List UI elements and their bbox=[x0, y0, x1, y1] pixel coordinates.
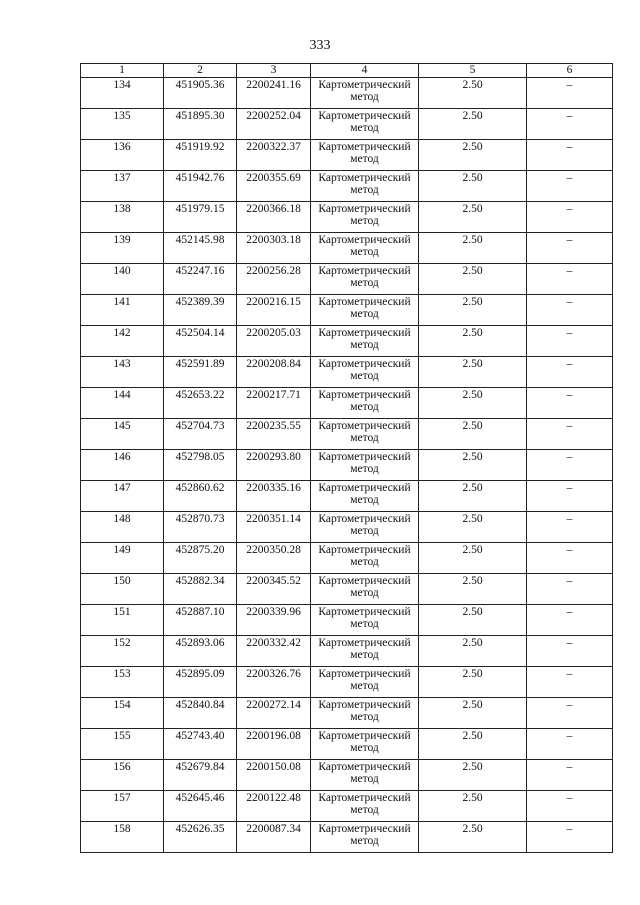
accuracy-cell: 2.50 bbox=[419, 667, 527, 698]
method-cell: Картометрический метод bbox=[311, 543, 419, 574]
x-coordinate-cell: 452679.84 bbox=[164, 760, 237, 791]
x-coordinate-cell: 452247.16 bbox=[164, 264, 237, 295]
table-row bbox=[81, 233, 613, 264]
y-coordinate-cell: 2200122.48 bbox=[237, 791, 311, 822]
table-row bbox=[81, 326, 613, 357]
description-cell: – bbox=[527, 822, 613, 853]
point-number-cell: 146 bbox=[81, 450, 164, 481]
table-row bbox=[81, 419, 613, 450]
point-number-cell: 136 bbox=[81, 140, 164, 171]
y-coordinate-cell: 2200326.76 bbox=[237, 667, 311, 698]
accuracy-cell: 2.50 bbox=[419, 481, 527, 512]
accuracy-cell: 2.50 bbox=[419, 450, 527, 481]
table-row bbox=[81, 202, 613, 233]
method-cell: Картометрический метод bbox=[311, 202, 419, 233]
table-row bbox=[81, 512, 613, 543]
y-coordinate-cell: 2200355.69 bbox=[237, 171, 311, 202]
description-cell: – bbox=[527, 295, 613, 326]
description-cell: – bbox=[527, 791, 613, 822]
method-cell: Картометрический метод bbox=[311, 140, 419, 171]
y-coordinate-cell: 2200339.96 bbox=[237, 605, 311, 636]
method-cell: Картометрический метод bbox=[311, 326, 419, 357]
x-coordinate-cell: 452653.22 bbox=[164, 388, 237, 419]
point-number-cell: 152 bbox=[81, 636, 164, 667]
method-cell: Картометрический метод bbox=[311, 667, 419, 698]
x-coordinate-cell: 452389.39 bbox=[164, 295, 237, 326]
accuracy-cell: 2.50 bbox=[419, 822, 527, 853]
y-coordinate-cell: 2200351.14 bbox=[237, 512, 311, 543]
y-coordinate-cell: 2200087.34 bbox=[237, 822, 311, 853]
x-coordinate-cell: 452875.20 bbox=[164, 543, 237, 574]
description-cell: – bbox=[527, 171, 613, 202]
table-row bbox=[81, 729, 613, 760]
point-number-cell: 147 bbox=[81, 481, 164, 512]
y-coordinate-cell: 2200272.14 bbox=[237, 698, 311, 729]
method-cell: Картометрический метод bbox=[311, 760, 419, 791]
description-cell: – bbox=[527, 450, 613, 481]
x-coordinate-cell: 452860.62 bbox=[164, 481, 237, 512]
point-number-cell: 153 bbox=[81, 667, 164, 698]
y-coordinate-cell: 2200216.15 bbox=[237, 295, 311, 326]
method-cell: Картометрический метод bbox=[311, 171, 419, 202]
column-header: 5 bbox=[419, 64, 527, 78]
description-cell: – bbox=[527, 760, 613, 791]
x-coordinate-cell: 452591.89 bbox=[164, 357, 237, 388]
table-row bbox=[81, 574, 613, 605]
x-coordinate-cell: 452887.10 bbox=[164, 605, 237, 636]
point-number-cell: 155 bbox=[81, 729, 164, 760]
accuracy-cell: 2.50 bbox=[419, 419, 527, 450]
header-row bbox=[81, 64, 613, 78]
x-coordinate-cell: 451919.92 bbox=[164, 140, 237, 171]
y-coordinate-cell: 2200150.08 bbox=[237, 760, 311, 791]
table-row bbox=[81, 667, 613, 698]
table-row bbox=[81, 450, 613, 481]
coordinates-table bbox=[80, 63, 613, 853]
description-cell: – bbox=[527, 109, 613, 140]
accuracy-cell: 2.50 bbox=[419, 791, 527, 822]
point-number-cell: 156 bbox=[81, 760, 164, 791]
table-row bbox=[81, 295, 613, 326]
accuracy-cell: 2.50 bbox=[419, 171, 527, 202]
description-cell: – bbox=[527, 667, 613, 698]
description-cell: – bbox=[527, 233, 613, 264]
x-coordinate-cell: 452870.73 bbox=[164, 512, 237, 543]
table-row bbox=[81, 760, 613, 791]
accuracy-cell: 2.50 bbox=[419, 295, 527, 326]
table-row bbox=[81, 109, 613, 140]
method-cell: Картометрический метод bbox=[311, 419, 419, 450]
description-cell: – bbox=[527, 605, 613, 636]
table-row bbox=[81, 822, 613, 853]
method-cell: Картометрический метод bbox=[311, 729, 419, 760]
accuracy-cell: 2.50 bbox=[419, 605, 527, 636]
point-number-cell: 142 bbox=[81, 326, 164, 357]
y-coordinate-cell: 2200256.28 bbox=[237, 264, 311, 295]
x-coordinate-cell: 451905.36 bbox=[164, 78, 237, 109]
y-coordinate-cell: 2200322.37 bbox=[237, 140, 311, 171]
description-cell: – bbox=[527, 326, 613, 357]
method-cell: Картометрический метод bbox=[311, 481, 419, 512]
y-coordinate-cell: 2200303.18 bbox=[237, 233, 311, 264]
column-header: 2 bbox=[164, 64, 237, 78]
x-coordinate-cell: 452798.05 bbox=[164, 450, 237, 481]
method-cell: Картометрический метод bbox=[311, 264, 419, 295]
method-cell: Картометрический метод bbox=[311, 512, 419, 543]
column-header: 3 bbox=[237, 64, 311, 78]
table-row bbox=[81, 388, 613, 419]
point-number-cell: 154 bbox=[81, 698, 164, 729]
point-number-cell: 149 bbox=[81, 543, 164, 574]
accuracy-cell: 2.50 bbox=[419, 729, 527, 760]
point-number-cell: 141 bbox=[81, 295, 164, 326]
method-cell: Картометрический метод bbox=[311, 357, 419, 388]
table-row bbox=[81, 698, 613, 729]
description-cell: – bbox=[527, 388, 613, 419]
y-coordinate-cell: 2200332.42 bbox=[237, 636, 311, 667]
point-number-cell: 145 bbox=[81, 419, 164, 450]
method-cell: Картометрический метод bbox=[311, 78, 419, 109]
point-number-cell: 140 bbox=[81, 264, 164, 295]
point-number-cell: 158 bbox=[81, 822, 164, 853]
accuracy-cell: 2.50 bbox=[419, 698, 527, 729]
column-header: 4 bbox=[311, 64, 419, 78]
y-coordinate-cell: 2200345.52 bbox=[237, 574, 311, 605]
accuracy-cell: 2.50 bbox=[419, 78, 527, 109]
method-cell: Картометрический метод bbox=[311, 636, 419, 667]
x-coordinate-cell: 452893.06 bbox=[164, 636, 237, 667]
table-row bbox=[81, 264, 613, 295]
accuracy-cell: 2.50 bbox=[419, 357, 527, 388]
point-number-cell: 143 bbox=[81, 357, 164, 388]
accuracy-cell: 2.50 bbox=[419, 233, 527, 264]
description-cell: – bbox=[527, 636, 613, 667]
x-coordinate-cell: 452704.73 bbox=[164, 419, 237, 450]
x-coordinate-cell: 452504.14 bbox=[164, 326, 237, 357]
method-cell: Картометрический метод bbox=[311, 698, 419, 729]
table-row bbox=[81, 636, 613, 667]
accuracy-cell: 2.50 bbox=[419, 574, 527, 605]
x-coordinate-cell: 452882.34 bbox=[164, 574, 237, 605]
point-number-cell: 135 bbox=[81, 109, 164, 140]
description-cell: – bbox=[527, 140, 613, 171]
point-number-cell: 157 bbox=[81, 791, 164, 822]
description-cell: – bbox=[527, 698, 613, 729]
x-coordinate-cell: 451895.30 bbox=[164, 109, 237, 140]
method-cell: Картометрический метод bbox=[311, 822, 419, 853]
accuracy-cell: 2.50 bbox=[419, 140, 527, 171]
accuracy-cell: 2.50 bbox=[419, 760, 527, 791]
x-coordinate-cell: 452645.46 bbox=[164, 791, 237, 822]
method-cell: Картометрический метод bbox=[311, 109, 419, 140]
description-cell: – bbox=[527, 574, 613, 605]
accuracy-cell: 2.50 bbox=[419, 388, 527, 419]
x-coordinate-cell: 452895.09 bbox=[164, 667, 237, 698]
table-row bbox=[81, 605, 613, 636]
page-number: 333 bbox=[309, 38, 331, 53]
method-cell: Картометрический метод bbox=[311, 450, 419, 481]
accuracy-cell: 2.50 bbox=[419, 264, 527, 295]
x-coordinate-cell: 452743.40 bbox=[164, 729, 237, 760]
y-coordinate-cell: 2200205.03 bbox=[237, 326, 311, 357]
point-number-cell: 139 bbox=[81, 233, 164, 264]
table-row bbox=[81, 78, 613, 109]
column-header: 6 bbox=[527, 64, 613, 78]
description-cell: – bbox=[527, 729, 613, 760]
point-number-cell: 151 bbox=[81, 605, 164, 636]
y-coordinate-cell: 2200366.18 bbox=[237, 202, 311, 233]
x-coordinate-cell: 452840.84 bbox=[164, 698, 237, 729]
x-coordinate-cell: 451979.15 bbox=[164, 202, 237, 233]
method-cell: Картометрический метод bbox=[311, 574, 419, 605]
table-row bbox=[81, 791, 613, 822]
table-row bbox=[81, 481, 613, 512]
point-number-cell: 150 bbox=[81, 574, 164, 605]
point-number-cell: 144 bbox=[81, 388, 164, 419]
point-number-cell: 134 bbox=[81, 78, 164, 109]
description-cell: – bbox=[527, 543, 613, 574]
description-cell: – bbox=[527, 78, 613, 109]
table-row bbox=[81, 140, 613, 171]
accuracy-cell: 2.50 bbox=[419, 109, 527, 140]
point-number-cell: 137 bbox=[81, 171, 164, 202]
x-coordinate-cell: 452626.35 bbox=[164, 822, 237, 853]
y-coordinate-cell: 2200196.08 bbox=[237, 729, 311, 760]
y-coordinate-cell: 2200293.80 bbox=[237, 450, 311, 481]
y-coordinate-cell: 2200235.55 bbox=[237, 419, 311, 450]
description-cell: – bbox=[527, 481, 613, 512]
method-cell: Картометрический метод bbox=[311, 605, 419, 636]
x-coordinate-cell: 451942.76 bbox=[164, 171, 237, 202]
description-cell: – bbox=[527, 512, 613, 543]
y-coordinate-cell: 2200335.16 bbox=[237, 481, 311, 512]
description-cell: – bbox=[527, 357, 613, 388]
accuracy-cell: 2.50 bbox=[419, 636, 527, 667]
column-header: 1 bbox=[81, 64, 164, 78]
accuracy-cell: 2.50 bbox=[419, 512, 527, 543]
point-number-cell: 138 bbox=[81, 202, 164, 233]
accuracy-cell: 2.50 bbox=[419, 543, 527, 574]
description-cell: – bbox=[527, 202, 613, 233]
table-body bbox=[81, 78, 613, 853]
y-coordinate-cell: 2200241.16 bbox=[237, 78, 311, 109]
y-coordinate-cell: 2200252.04 bbox=[237, 109, 311, 140]
y-coordinate-cell: 2200208.84 bbox=[237, 357, 311, 388]
method-cell: Картометрический метод bbox=[311, 388, 419, 419]
method-cell: Картометрический метод bbox=[311, 295, 419, 326]
description-cell: – bbox=[527, 419, 613, 450]
y-coordinate-cell: 2200350.28 bbox=[237, 543, 311, 574]
accuracy-cell: 2.50 bbox=[419, 202, 527, 233]
x-coordinate-cell: 452145.98 bbox=[164, 233, 237, 264]
table-row bbox=[81, 357, 613, 388]
description-cell: – bbox=[527, 264, 613, 295]
method-cell: Картометрический метод bbox=[311, 233, 419, 264]
y-coordinate-cell: 2200217.71 bbox=[237, 388, 311, 419]
table-row bbox=[81, 171, 613, 202]
table-row bbox=[81, 543, 613, 574]
method-cell: Картометрический метод bbox=[311, 791, 419, 822]
point-number-cell: 148 bbox=[81, 512, 164, 543]
accuracy-cell: 2.50 bbox=[419, 326, 527, 357]
